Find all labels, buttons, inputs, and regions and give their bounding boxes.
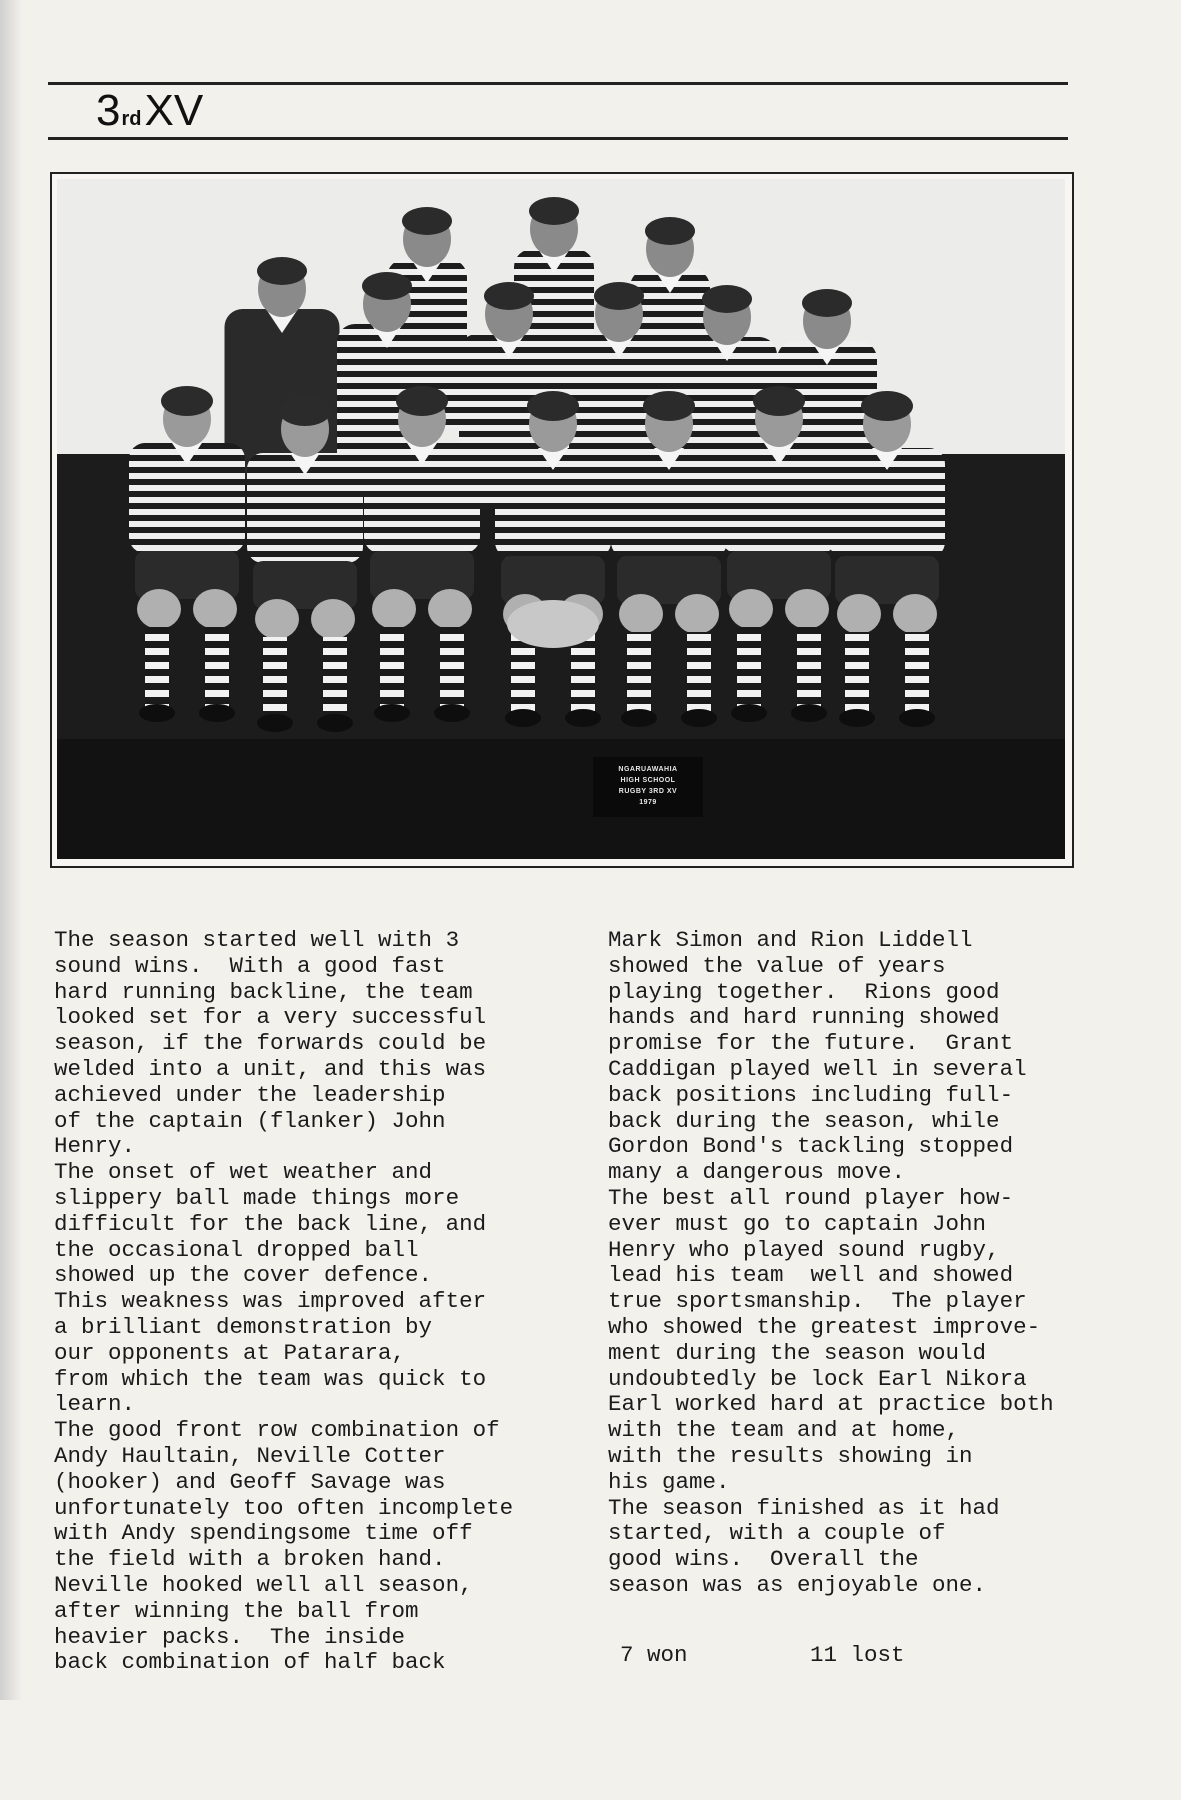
page-title (96, 85, 203, 137)
player-sock (263, 637, 287, 717)
article-right-column (608, 928, 1054, 1599)
title-suffix: XV (144, 86, 204, 135)
article-line: with the team and at home, (608, 1417, 960, 1444)
article-line: showed up the cover defence. (54, 1262, 433, 1289)
player-boot (839, 709, 875, 727)
article-line: slippery ball made things more (54, 1184, 460, 1211)
plaque-line-team: RUGBY 3RD XV (618, 788, 678, 795)
header-bottom-rule (48, 137, 1068, 140)
player-hair (702, 285, 752, 313)
player-hair (402, 207, 452, 235)
article-line: Andy Haultain, Neville Cotter (54, 1442, 446, 1469)
article-line: with the results showing in (608, 1442, 973, 1469)
article-line: the field with a broken hand. (54, 1546, 446, 1573)
player-knee (193, 589, 237, 629)
player-knee (837, 594, 881, 634)
article-line: after winning the ball from (54, 1597, 419, 1624)
player-sock (380, 627, 404, 707)
article-line: achieved under the leadership (54, 1081, 446, 1108)
article-line: Earl worked hard at practice both (608, 1391, 1054, 1418)
article-line: ever must go to captain John (608, 1210, 987, 1237)
team-plaque (593, 764, 703, 808)
article-line: ment during the season would (608, 1339, 987, 1366)
article-line: Henry. (54, 1133, 136, 1160)
player-knee (785, 589, 829, 629)
article-line: Gordon Bond's tackling stopped (608, 1133, 1014, 1160)
article-line: hands and hard running showed (608, 1004, 1000, 1031)
article-line: from which the team was quick to (54, 1365, 487, 1392)
article-line: The season finished as it had (608, 1494, 1000, 1521)
article-line: started, with a couple of (608, 1520, 946, 1547)
article-line: welded into a unit, and this was (54, 1055, 487, 1082)
team-photo-frame (50, 172, 1074, 868)
player-boot (257, 714, 293, 732)
player-sock (205, 627, 229, 707)
player-hair (257, 257, 307, 285)
article-line: playing together. Rions good (608, 978, 1000, 1005)
player-knee (372, 589, 416, 629)
player-hair (396, 386, 448, 416)
article-line: The onset of wet weather and (54, 1159, 433, 1186)
player-boot (621, 709, 657, 727)
article-line: season was as enjoyable one. (608, 1571, 987, 1598)
player-knee (311, 599, 355, 639)
player-hair (645, 217, 695, 245)
player-sock (687, 632, 711, 712)
article-line: This weakness was improved after (54, 1288, 487, 1315)
title-number: 3 (96, 86, 121, 135)
article-line: heavier packs. The inside (54, 1623, 406, 1650)
article-line: promise for the future. Grant (608, 1030, 1014, 1057)
player-hair (484, 282, 534, 310)
player-sock (797, 627, 821, 707)
player-hair (594, 282, 644, 310)
article-line: Caddigan played well in several (608, 1055, 1027, 1082)
player-knee (137, 589, 181, 629)
article-line: our opponents at Patarara, (54, 1339, 406, 1366)
player-boot (199, 704, 235, 722)
player-knee (428, 589, 472, 629)
player-knee (893, 594, 937, 634)
article-line: learn. (54, 1391, 136, 1418)
player-sock (145, 627, 169, 707)
player-boot (791, 704, 827, 722)
player-knee (255, 599, 299, 639)
player-sock (845, 632, 869, 712)
player-hair (529, 197, 579, 225)
rugby-ball (507, 600, 599, 648)
player-boot (565, 709, 601, 727)
player-hair (161, 386, 213, 416)
player-knee (619, 594, 663, 634)
article-line: back during the season, while (608, 1107, 1000, 1134)
team-photo (57, 179, 1065, 859)
article-line: hard running backline, the team (54, 978, 473, 1005)
article-line: season, if the forwards could be (54, 1030, 487, 1057)
article-line: Henry who played sound rugby, (608, 1236, 1000, 1263)
player-knee (729, 589, 773, 629)
player-boot (505, 709, 541, 727)
player-boot (434, 704, 470, 722)
player-sock (440, 627, 464, 707)
article-left-column (54, 928, 513, 1676)
article-line: many a dangerous move. (608, 1159, 906, 1186)
player-boot (731, 704, 767, 722)
article-line: a brilliant demonstration by (54, 1313, 433, 1340)
player-hair (279, 396, 331, 426)
article-line: true sportsmanship. The player (608, 1288, 1027, 1315)
article-line: (hooker) and Geoff Savage was (54, 1468, 446, 1495)
player-boot (899, 709, 935, 727)
page-edge-shadow (0, 0, 22, 1700)
article-line: with Andy spendingsome time off (54, 1520, 473, 1547)
article-line: showed the value of years (608, 952, 946, 979)
article-line: the occasional dropped ball (54, 1236, 419, 1263)
article-line: who showed the greatest improve- (608, 1313, 1041, 1340)
player-hair (802, 289, 852, 317)
article-line: The good front row combination of (54, 1417, 500, 1444)
photo-floor (57, 739, 1065, 859)
player-hair (527, 391, 579, 421)
article-line: lead his team well and showed (608, 1262, 1014, 1289)
player-boot (681, 709, 717, 727)
article-line: his game. (608, 1468, 730, 1495)
player-boot (374, 704, 410, 722)
player-knee (675, 594, 719, 634)
player-boot (317, 714, 353, 732)
player-boot (139, 704, 175, 722)
player-hair (753, 386, 805, 416)
article-line: unfortunately too often incomplete (54, 1494, 514, 1521)
article-line: of the captain (flanker) John (54, 1107, 446, 1134)
article-line: The best all round player how- (608, 1184, 1014, 1211)
article-line: back positions including full- (608, 1081, 1014, 1108)
article-line: sound wins. With a good fast (54, 952, 446, 979)
team-photo-image (57, 179, 1065, 859)
player-hair (643, 391, 695, 421)
article-line: Mark Simon and Rion Liddell (608, 927, 973, 953)
article-line: difficult for the back line, and (54, 1210, 487, 1237)
player-sock (323, 637, 347, 717)
article-line: back combination of half back (54, 1649, 446, 1676)
player-hair (861, 391, 913, 421)
article-line: The season started well with 3 (54, 927, 460, 953)
article-line: looked set for a very successful (54, 1004, 487, 1031)
player-sock (905, 632, 929, 712)
article-line: Neville hooked well all season, (54, 1571, 473, 1598)
article-line: good wins. Overall the (608, 1546, 919, 1573)
player-hair (362, 272, 412, 300)
title-ordinal: rd (121, 108, 142, 130)
record-lost: 11 lost (810, 1642, 905, 1668)
plaque-line-highschool: HIGH SCHOOL (620, 777, 676, 784)
plaque-line-year: 1979 (639, 799, 657, 806)
article-line: undoubtedly be lock Earl Nikora (608, 1365, 1027, 1392)
player-sock (627, 632, 651, 712)
player-sock (737, 627, 761, 707)
plaque-line-school: NGARUAWAHIA (618, 766, 678, 773)
record-won: 7 won (620, 1642, 688, 1668)
